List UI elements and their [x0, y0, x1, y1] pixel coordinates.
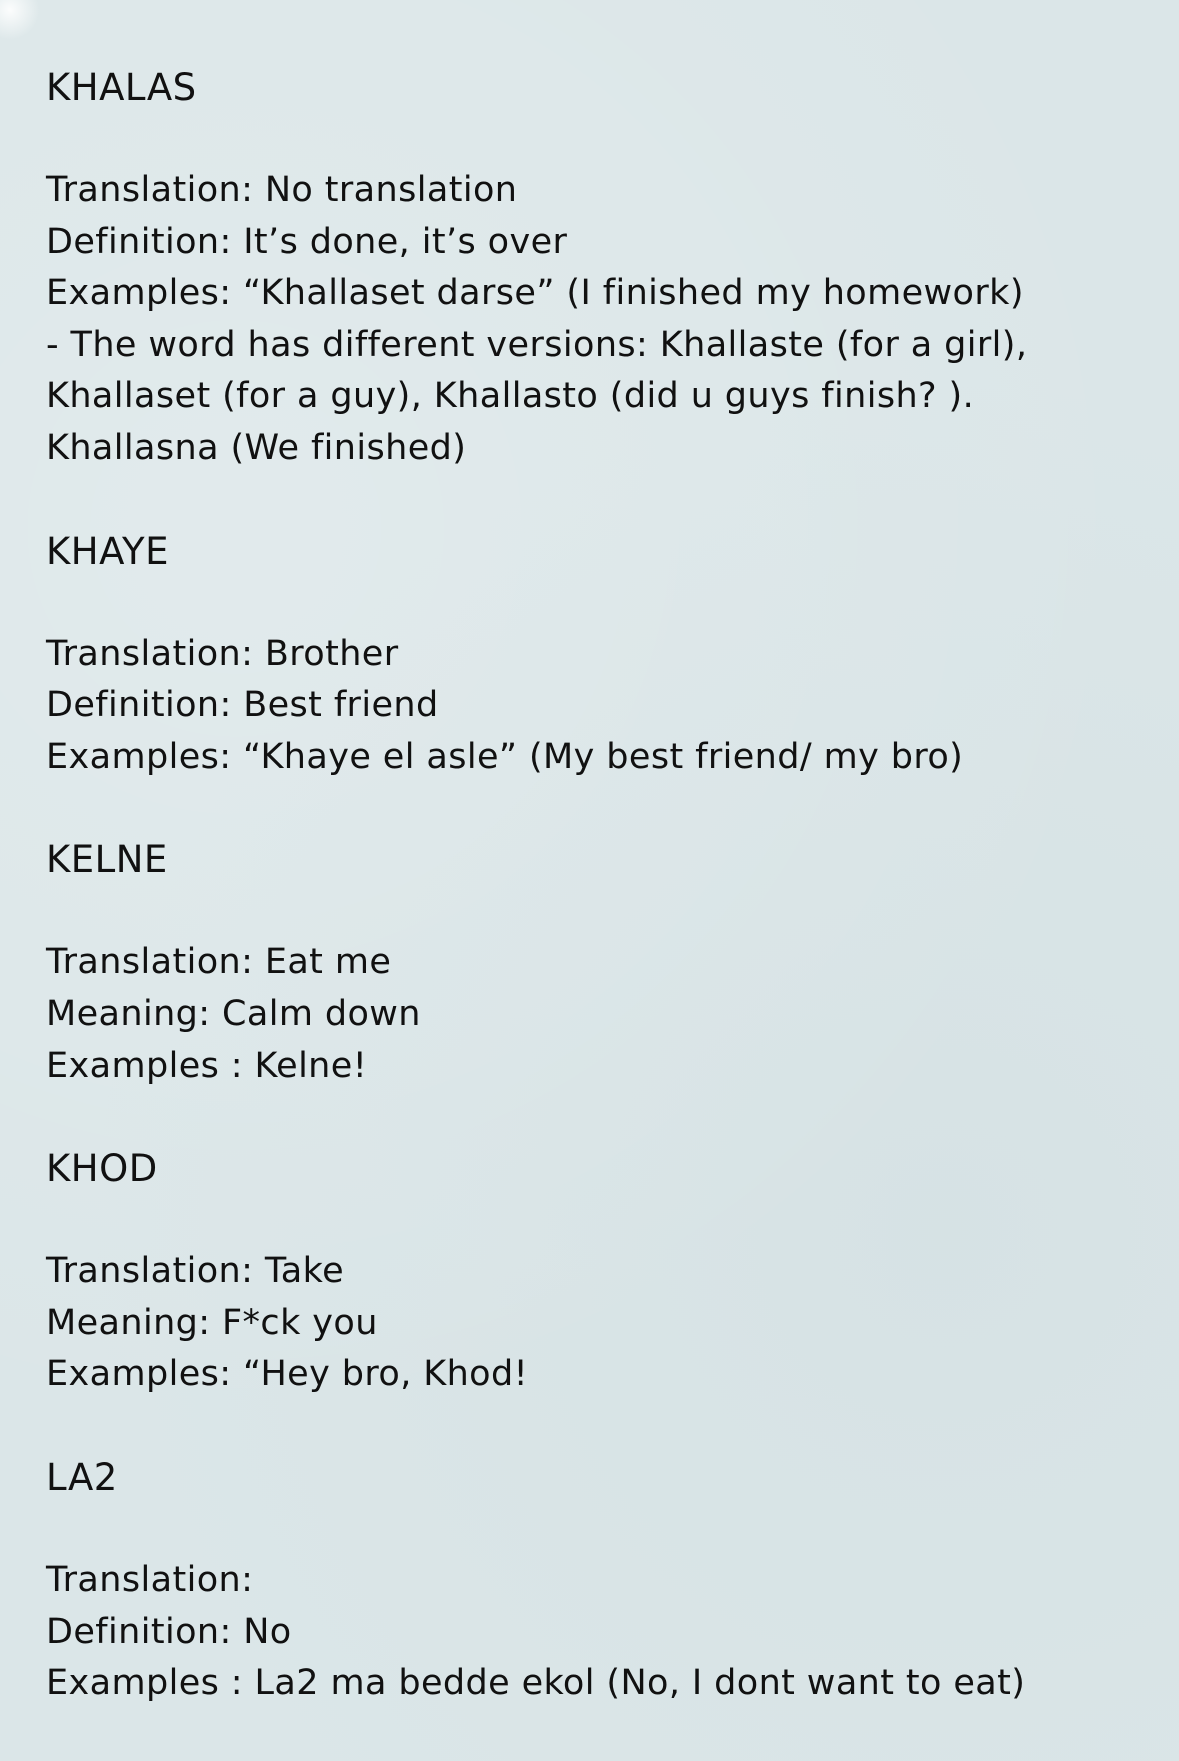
- definition-line: Definition: No: [46, 1611, 292, 1652]
- entry-term: KHOD: [46, 1147, 158, 1191]
- entry-khod: [46, 1143, 1179, 1401]
- examples-line: Examples: “Hey bro, Khod!: [46, 1354, 529, 1395]
- meaning-line: Meaning: F*ck you: [46, 1302, 378, 1343]
- translation-line: Translation: Brother: [46, 633, 399, 674]
- note-line: Khallaset (for a guy), Khallasto (did u guys finish? ).: [46, 376, 975, 417]
- corner-glare: [0, 0, 40, 40]
- translation-line: Translation:: [46, 1559, 254, 1600]
- definition-line: Definition: It’s done, it’s over: [46, 221, 568, 262]
- translation-line: Translation: Eat me: [46, 942, 392, 983]
- translation-line: Translation: No translation: [46, 170, 518, 210]
- entry-term: LA2: [46, 1455, 118, 1499]
- entry-term: KELNE: [46, 838, 168, 882]
- entry-term: KHALAS: [46, 66, 197, 109]
- entry-term: KHAYE: [46, 529, 170, 573]
- note-line: Khallasna (We finished): [46, 427, 467, 468]
- entry-la2: [46, 1452, 1179, 1710]
- definition-line: Definition: Best friend: [46, 685, 439, 726]
- translation-line: Translation: Take: [46, 1251, 345, 1292]
- entry-khalas: [46, 62, 1179, 475]
- examples-line: Examples : La2 ma bedde ekol (No, I dont want to eat): [46, 1663, 1026, 1704]
- entry-kelne: [46, 834, 1179, 1092]
- examples-line: Examples: “Khaye el asle” (My best friend/ my bro): [46, 736, 964, 777]
- entry-khaye: [46, 526, 1179, 784]
- note-line: - The word has different versions: Khallaste (for a girl),: [46, 324, 1028, 365]
- meaning-line: Meaning: Calm down: [46, 993, 421, 1034]
- examples-line: Examples : Kelne!: [46, 1045, 368, 1086]
- examples-line: Examples: “Khallaset darse” (I finished my homework): [46, 273, 1024, 314]
